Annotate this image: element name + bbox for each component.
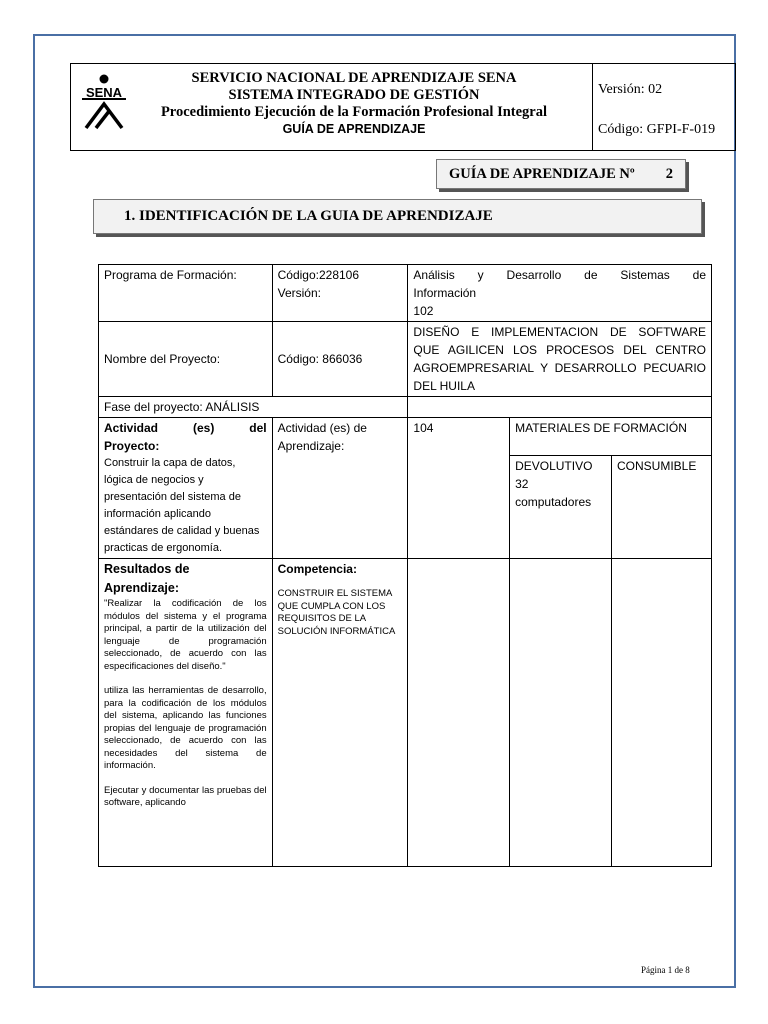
proyecto-codigo: Código: 866036: [272, 322, 408, 397]
actividad-proyecto-label-2: Proyecto:: [104, 439, 160, 453]
proyecto-nombre-line: AGROEMPRESARIAL Y DESARROLLO PECUARIO: [413, 361, 706, 375]
table-row: [99, 265, 712, 322]
proyecto-nombre-line: DISEÑO E IMPLEMENTACION DE SOFTWARE: [413, 325, 706, 339]
programa-codigo: Código:228106: [277, 268, 360, 282]
guide-number: 2: [665, 166, 673, 182]
programa-nombre-cell: [408, 265, 712, 322]
header-title-cell: [71, 64, 593, 150]
actividad-numero: 104: [408, 418, 510, 559]
actividad-proyecto-cell: [99, 418, 273, 559]
page-number: Página 1 de 8: [641, 965, 690, 975]
guide-number-label: GUÍA DE APRENDIZAJE Nº: [449, 166, 635, 182]
header-line-1: SERVICIO NACIONAL DE APRENDIZAJE SENA: [191, 70, 517, 86]
materiales-label: MATERIALES DE FORMACIÓN: [510, 418, 712, 456]
programa-version: Versión:: [277, 286, 321, 300]
programa-label: Programa de Formación:: [99, 265, 273, 322]
empty-cell: [510, 559, 612, 867]
header-meta-cell: [592, 64, 735, 150]
empty-cell: [408, 559, 510, 867]
empty-cell: [408, 397, 712, 418]
proyecto-nombre-line: DEL HUILA: [413, 379, 475, 393]
document-header: [70, 63, 736, 151]
section-heading: 1. IDENTIFICACIÓN DE LA GUIA DE APRENDIZAJE: [93, 199, 702, 234]
actividad-aprendizaje-label: Actividad (es) de Aprendizaje:: [272, 418, 408, 559]
table-row: [99, 559, 712, 867]
version-label: Versión: 02: [598, 82, 663, 97]
identification-table: [98, 264, 712, 867]
proyecto-nombre-line: QUE AGILICEN LOS PROCESOS DEL CENTRO: [413, 343, 706, 357]
table-row: [99, 322, 712, 397]
programa-nombre-2: Información: [413, 286, 477, 300]
resultado-2: utiliza las herramientas de desarrollo, para la codificación de los módulos del sistema, aplicando las funciones propias del lenguaje de programación seleccionado, de acuerdo con las necesidades del sistema de información.: [104, 685, 267, 771]
devolutivo-cell: [510, 455, 612, 558]
proyecto-nombre-cell: [408, 322, 712, 397]
programa-nombre: Análisis y Desarrollo de Sistemas de: [413, 268, 706, 282]
resultados-cell: [99, 559, 273, 867]
code-label: Código: GFPI-F-019: [598, 122, 716, 137]
header-line-4: GUÍA DE APRENDIZAJE: [282, 122, 426, 136]
header-line-3: Procedimiento Ejecución de la Formación Profesional Integral: [160, 104, 548, 120]
consumible-label: CONSUMIBLE: [612, 455, 712, 558]
resultados-label: Resultados de Aprendizaje:: [104, 562, 190, 595]
competencia-label: Competencia:: [277, 562, 357, 576]
resultado-1: "Realizar la codificación de los módulos del sistema y el programa principal, a partir de la utilización del lenguaje de programación seleccionado, de acuerdo con las especificaciones del diseño.": [104, 598, 267, 672]
actividad-proyecto-text: Construir la capa de datos, lógica de negocios y presentación del sistema de información aplicando estándares de calidad y buenas practicas de ergonomía.: [104, 457, 260, 554]
header-line-2: SISTEMA INTEGRADO DE GESTIÓN: [228, 87, 480, 103]
competencia-text: CONSTRUIR EL SISTEMA QUE CUMPLA CON LOS REQUISITOS DE LA SOLUCIÓN INFORMÁTICA: [277, 588, 396, 637]
proyecto-label: Nombre del Proyecto:: [99, 322, 273, 397]
competencia-cell: [272, 559, 408, 867]
table-row: [99, 418, 712, 456]
header-lines: [119, 70, 589, 138]
resultado-3: Ejecutar y documentar las pruebas del software, aplicando: [104, 784, 267, 808]
devolutivo-label: DEVOLUTIVO: [515, 458, 593, 473]
programa-version-value: 102: [413, 304, 434, 318]
empty-cell: [612, 559, 712, 867]
actividad-proyecto-label: Actividad (es) del: [104, 421, 267, 435]
fase-proyecto: Fase del proyecto: ANÁLISIS: [99, 397, 408, 418]
guide-number-box: [436, 159, 686, 189]
devolutivo-value: 32 computadores: [515, 476, 592, 509]
programa-codigo-cell: [272, 265, 408, 322]
table-row: [99, 397, 712, 418]
svg-text:SENA: SENA: [85, 85, 123, 100]
